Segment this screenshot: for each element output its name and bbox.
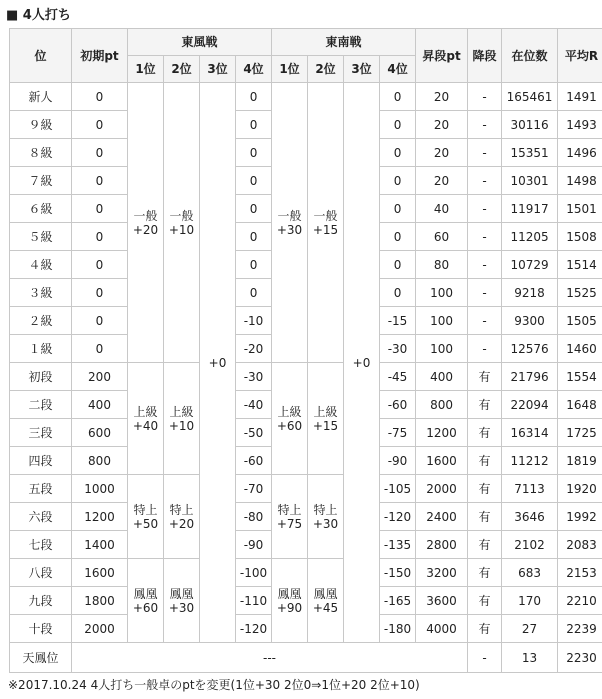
initial-pt-cell: 0 <box>72 307 128 335</box>
tonnan-p4-cell: 0 <box>380 195 416 223</box>
rank-cell: １級 <box>10 335 72 363</box>
tonnan-p2-cell <box>308 83 344 363</box>
promote-pt-cell: 2400 <box>416 503 468 531</box>
tonnan-p4-cell: 0 <box>380 279 416 307</box>
avg-r-cell: 1508 <box>558 223 602 251</box>
tonpu-p2-cell <box>164 363 200 475</box>
tonnan-p4-cell: -105 <box>380 475 416 503</box>
initial-pt-cell: 0 <box>72 279 128 307</box>
tonpu-p1-cell <box>128 83 164 363</box>
group-points: +75 <box>276 516 303 531</box>
initial-pt-cell: 400 <box>72 391 128 419</box>
header-tonpu-p3: 3位 <box>200 56 236 83</box>
promote-pt-cell: 100 <box>416 307 468 335</box>
tonpu-p3-cell: +0 <box>200 83 236 643</box>
section-title: ■ 4人打ち <box>6 8 71 23</box>
rank-cell: 七段 <box>10 531 72 559</box>
demote-cell: - <box>468 251 502 279</box>
avg-r-cell: 2210 <box>558 587 602 615</box>
group-name: 一般 <box>169 208 194 223</box>
table-row <box>10 83 602 111</box>
avg-r-cell: 1505 <box>558 307 602 335</box>
avg-r-cell: 1498 <box>558 167 602 195</box>
promote-pt-cell: 2800 <box>416 531 468 559</box>
tonnan-p4-cell: 0 <box>380 251 416 279</box>
header-count: 在位数 <box>502 29 558 83</box>
avg-r-cell: 1819 <box>558 447 602 475</box>
rank-table <box>9 28 602 673</box>
tonnan-p4-cell: -150 <box>380 559 416 587</box>
header-tonnan-p2: 2位 <box>308 56 344 83</box>
demote-cell: 有 <box>468 419 502 447</box>
header-tonnan-p4: 4位 <box>380 56 416 83</box>
demote-cell: - <box>468 111 502 139</box>
promote-pt-cell: 80 <box>416 251 468 279</box>
initial-pt-cell: 0 <box>72 251 128 279</box>
count-cell: 13 <box>502 643 558 673</box>
tonnan-p4-cell: -15 <box>380 307 416 335</box>
promote-pt-cell: 800 <box>416 391 468 419</box>
count-cell: 11917 <box>502 195 558 223</box>
group-name: 上級 <box>169 404 194 419</box>
group-points: +20 <box>132 222 159 237</box>
demote-cell: 有 <box>468 559 502 587</box>
rank-cell: 八段 <box>10 559 72 587</box>
group-points: +30 <box>168 600 195 615</box>
header-tonnan-p1: 1位 <box>272 56 308 83</box>
count-cell: 10729 <box>502 251 558 279</box>
tonpu-p2-cell <box>164 83 200 363</box>
tonpu-p4-cell: 0 <box>236 279 272 307</box>
avg-r-cell: 1525 <box>558 279 602 307</box>
demote-cell: - <box>468 167 502 195</box>
header-initial-pt: 初期pt <box>72 29 128 83</box>
tonpu-p1-cell <box>128 475 164 559</box>
tonnan-p4-cell: 0 <box>380 83 416 111</box>
count-cell: 9300 <box>502 307 558 335</box>
group-points: +30 <box>312 516 339 531</box>
tonpu-p4-cell: 0 <box>236 139 272 167</box>
initial-pt-cell: 1400 <box>72 531 128 559</box>
tonpu-p4-cell: 0 <box>236 251 272 279</box>
group-points: +90 <box>276 600 303 615</box>
tonnan-p4-cell: 0 <box>380 111 416 139</box>
demote-cell: - <box>468 307 502 335</box>
tonpu-p4-cell: -120 <box>236 615 272 643</box>
avg-r-cell: 1501 <box>558 195 602 223</box>
group-points: +10 <box>168 222 195 237</box>
tonnan-p4-cell: -180 <box>380 615 416 643</box>
initial-pt-cell: 1200 <box>72 503 128 531</box>
initial-pt-cell: 0 <box>72 139 128 167</box>
rank-cell: ７級 <box>10 167 72 195</box>
rank-cell: 九段 <box>10 587 72 615</box>
avg-r-cell: 1554 <box>558 363 602 391</box>
table-row <box>10 363 602 391</box>
tonpu-p4-cell: -70 <box>236 475 272 503</box>
initial-pt-cell: 2000 <box>72 615 128 643</box>
tonnan-p1-cell <box>272 83 308 363</box>
rank-cell: ９級 <box>10 111 72 139</box>
group-name: 上級 <box>133 404 158 419</box>
rank-cell: ８級 <box>10 139 72 167</box>
tonnan-p3-cell: +0 <box>344 83 380 643</box>
count-cell: 30116 <box>502 111 558 139</box>
group-name: 特上 <box>277 502 302 517</box>
avg-r-cell: 2230 <box>558 643 602 673</box>
group-points: +30 <box>276 222 303 237</box>
initial-pt-cell: 0 <box>72 111 128 139</box>
group-name: 特上 <box>169 502 194 517</box>
rank-cell: 三段 <box>10 419 72 447</box>
tonnan-p4-cell: -45 <box>380 363 416 391</box>
tenhoui-span-cell: --- <box>72 643 468 673</box>
group-points: +10 <box>168 418 195 433</box>
group-points: +50 <box>132 516 159 531</box>
demote-cell: 有 <box>468 447 502 475</box>
header-tonnan-p3: 3位 <box>344 56 380 83</box>
tonnan-p1-cell <box>272 475 308 559</box>
table-row <box>10 475 602 503</box>
promote-pt-cell: 20 <box>416 83 468 111</box>
promote-pt-cell: 3200 <box>416 559 468 587</box>
count-cell: 2102 <box>502 531 558 559</box>
group-name: 鳳凰 <box>169 586 194 601</box>
tonpu-p4-cell: -60 <box>236 447 272 475</box>
promote-pt-cell: 60 <box>416 223 468 251</box>
rank-table-body <box>10 83 602 673</box>
avg-r-cell: 1496 <box>558 139 602 167</box>
initial-pt-cell: 0 <box>72 83 128 111</box>
promote-pt-cell: 1600 <box>416 447 468 475</box>
tonpu-p4-cell: -90 <box>236 531 272 559</box>
initial-pt-cell: 600 <box>72 419 128 447</box>
tonpu-p4-cell: 0 <box>236 83 272 111</box>
initial-pt-cell: 800 <box>72 447 128 475</box>
demote-cell: - <box>468 83 502 111</box>
group-name: 特上 <box>133 502 158 517</box>
tonnan-p2-cell <box>308 559 344 643</box>
header-demote: 降段 <box>468 29 502 83</box>
group-points: +15 <box>312 222 339 237</box>
rank-cell: 五段 <box>10 475 72 503</box>
group-name: 一般 <box>313 208 338 223</box>
promote-pt-cell: 20 <box>416 139 468 167</box>
rank-cell: 十段 <box>10 615 72 643</box>
tonpu-p4-cell: 0 <box>236 167 272 195</box>
count-cell: 170 <box>502 587 558 615</box>
group-points: +60 <box>276 418 303 433</box>
rank-cell: 二段 <box>10 391 72 419</box>
count-cell: 11205 <box>502 223 558 251</box>
initial-pt-cell: 0 <box>72 335 128 363</box>
promote-pt-cell: 40 <box>416 195 468 223</box>
count-cell: 21796 <box>502 363 558 391</box>
group-points: +20 <box>168 516 195 531</box>
rank-cell: 四段 <box>10 447 72 475</box>
avg-r-cell: 2083 <box>558 531 602 559</box>
rank-cell: ５級 <box>10 223 72 251</box>
tonnan-p4-cell: -120 <box>380 503 416 531</box>
tonnan-p4-cell: 0 <box>380 167 416 195</box>
count-cell: 683 <box>502 559 558 587</box>
tonpu-p4-cell: -30 <box>236 363 272 391</box>
tonpu-p2-cell <box>164 475 200 559</box>
tonnan-p4-cell: -30 <box>380 335 416 363</box>
rank-cell: 天鳳位 <box>10 643 72 673</box>
table-row-tenhoui <box>10 643 602 673</box>
promote-pt-cell: 20 <box>416 167 468 195</box>
count-cell: 11212 <box>502 447 558 475</box>
header-tonpu-p2: 2位 <box>164 56 200 83</box>
tonpu-p4-cell: -20 <box>236 335 272 363</box>
group-name: 一般 <box>133 208 158 223</box>
group-name: 鳳凰 <box>313 586 338 601</box>
promote-pt-cell: 2000 <box>416 475 468 503</box>
group-name: 鳳凰 <box>133 586 158 601</box>
avg-r-cell: 1491 <box>558 83 602 111</box>
tonnan-p1-cell <box>272 559 308 643</box>
rank-cell: 六段 <box>10 503 72 531</box>
promote-pt-cell: 100 <box>416 335 468 363</box>
tonnan-p2-cell <box>308 363 344 475</box>
avg-r-cell: 1493 <box>558 111 602 139</box>
header-tonpu: 東風戦 <box>128 29 272 56</box>
header-tonpu-p1: 1位 <box>128 56 164 83</box>
header-tonnan: 東南戦 <box>272 29 416 56</box>
tonnan-p1-cell <box>272 363 308 475</box>
rank-cell: ４級 <box>10 251 72 279</box>
demote-cell: 有 <box>468 503 502 531</box>
header-tonpu-p4: 4位 <box>236 56 272 83</box>
initial-pt-cell: 1600 <box>72 559 128 587</box>
avg-r-cell: 2153 <box>558 559 602 587</box>
count-cell: 3646 <box>502 503 558 531</box>
promote-pt-cell: 1200 <box>416 419 468 447</box>
count-cell: 10301 <box>502 167 558 195</box>
tonnan-p2-cell <box>308 475 344 559</box>
group-name: 上級 <box>313 404 338 419</box>
tonpu-p4-cell: -80 <box>236 503 272 531</box>
promote-pt-cell: 20 <box>416 111 468 139</box>
demote-cell: - <box>468 279 502 307</box>
demote-cell: 有 <box>468 475 502 503</box>
count-cell: 27 <box>502 615 558 643</box>
promote-pt-cell: 4000 <box>416 615 468 643</box>
demote-cell: 有 <box>468 363 502 391</box>
tonnan-p4-cell: -90 <box>380 447 416 475</box>
tonnan-p4-cell: -165 <box>380 587 416 615</box>
demote-cell: 有 <box>468 531 502 559</box>
count-cell: 165461 <box>502 83 558 111</box>
group-points: +45 <box>312 600 339 615</box>
demote-cell: - <box>468 335 502 363</box>
tonpu-p4-cell: -110 <box>236 587 272 615</box>
avg-r-cell: 2239 <box>558 615 602 643</box>
initial-pt-cell: 0 <box>72 167 128 195</box>
tonnan-p4-cell: -60 <box>380 391 416 419</box>
demote-cell: - <box>468 643 502 673</box>
count-cell: 15351 <box>502 139 558 167</box>
group-name: 一般 <box>277 208 302 223</box>
group-points: +15 <box>312 418 339 433</box>
header-rank: 位 <box>10 29 72 83</box>
tonpu-p4-cell: 0 <box>236 195 272 223</box>
tonpu-p4-cell: -50 <box>236 419 272 447</box>
initial-pt-cell: 1800 <box>72 587 128 615</box>
tonpu-p1-cell <box>128 559 164 643</box>
initial-pt-cell: 200 <box>72 363 128 391</box>
header-promote-pt: 昇段pt <box>416 29 468 83</box>
tonpu-p4-cell: 0 <box>236 223 272 251</box>
rank-cell: ３級 <box>10 279 72 307</box>
tonpu-p4-cell: -10 <box>236 307 272 335</box>
avg-r-cell: 1920 <box>558 475 602 503</box>
initial-pt-cell: 0 <box>72 195 128 223</box>
count-cell: 22094 <box>502 391 558 419</box>
count-cell: 7113 <box>502 475 558 503</box>
demote-cell: - <box>468 139 502 167</box>
demote-cell: 有 <box>468 615 502 643</box>
demote-cell: 有 <box>468 391 502 419</box>
demote-cell: - <box>468 223 502 251</box>
demote-cell: - <box>468 195 502 223</box>
initial-pt-cell: 0 <box>72 223 128 251</box>
header-avg-r: 平均R <box>558 29 602 83</box>
table-row <box>10 559 602 587</box>
tonnan-p4-cell: 0 <box>380 223 416 251</box>
group-name: 特上 <box>313 502 338 517</box>
tonpu-p4-cell: -100 <box>236 559 272 587</box>
group-points: +60 <box>132 600 159 615</box>
tonnan-p4-cell: -75 <box>380 419 416 447</box>
tonpu-p4-cell: -40 <box>236 391 272 419</box>
tonpu-p4-cell: 0 <box>236 111 272 139</box>
avg-r-cell: 1992 <box>558 503 602 531</box>
rank-cell: ２級 <box>10 307 72 335</box>
count-cell: 9218 <box>502 279 558 307</box>
avg-r-cell: 1648 <box>558 391 602 419</box>
tonnan-p4-cell: -135 <box>380 531 416 559</box>
group-name: 鳳凰 <box>277 586 302 601</box>
footnote: ※2017.10.24 4人打ち一般卓のptを変更(1位+30 2位0⇒1位+20 2位+10) <box>8 678 420 692</box>
group-name: 上級 <box>277 404 302 419</box>
tonpu-p2-cell <box>164 559 200 643</box>
demote-cell: 有 <box>468 587 502 615</box>
initial-pt-cell: 1000 <box>72 475 128 503</box>
avg-r-cell: 1725 <box>558 419 602 447</box>
tonnan-p4-cell: 0 <box>380 139 416 167</box>
promote-pt-cell: 400 <box>416 363 468 391</box>
rank-cell: 初段 <box>10 363 72 391</box>
rank-cell: 新人 <box>10 83 72 111</box>
rank-cell: ６級 <box>10 195 72 223</box>
promote-pt-cell: 100 <box>416 279 468 307</box>
avg-r-cell: 1514 <box>558 251 602 279</box>
promote-pt-cell: 3600 <box>416 587 468 615</box>
count-cell: 12576 <box>502 335 558 363</box>
count-cell: 16314 <box>502 419 558 447</box>
avg-r-cell: 1460 <box>558 335 602 363</box>
tonpu-p1-cell <box>128 363 164 475</box>
group-points: +40 <box>132 418 159 433</box>
